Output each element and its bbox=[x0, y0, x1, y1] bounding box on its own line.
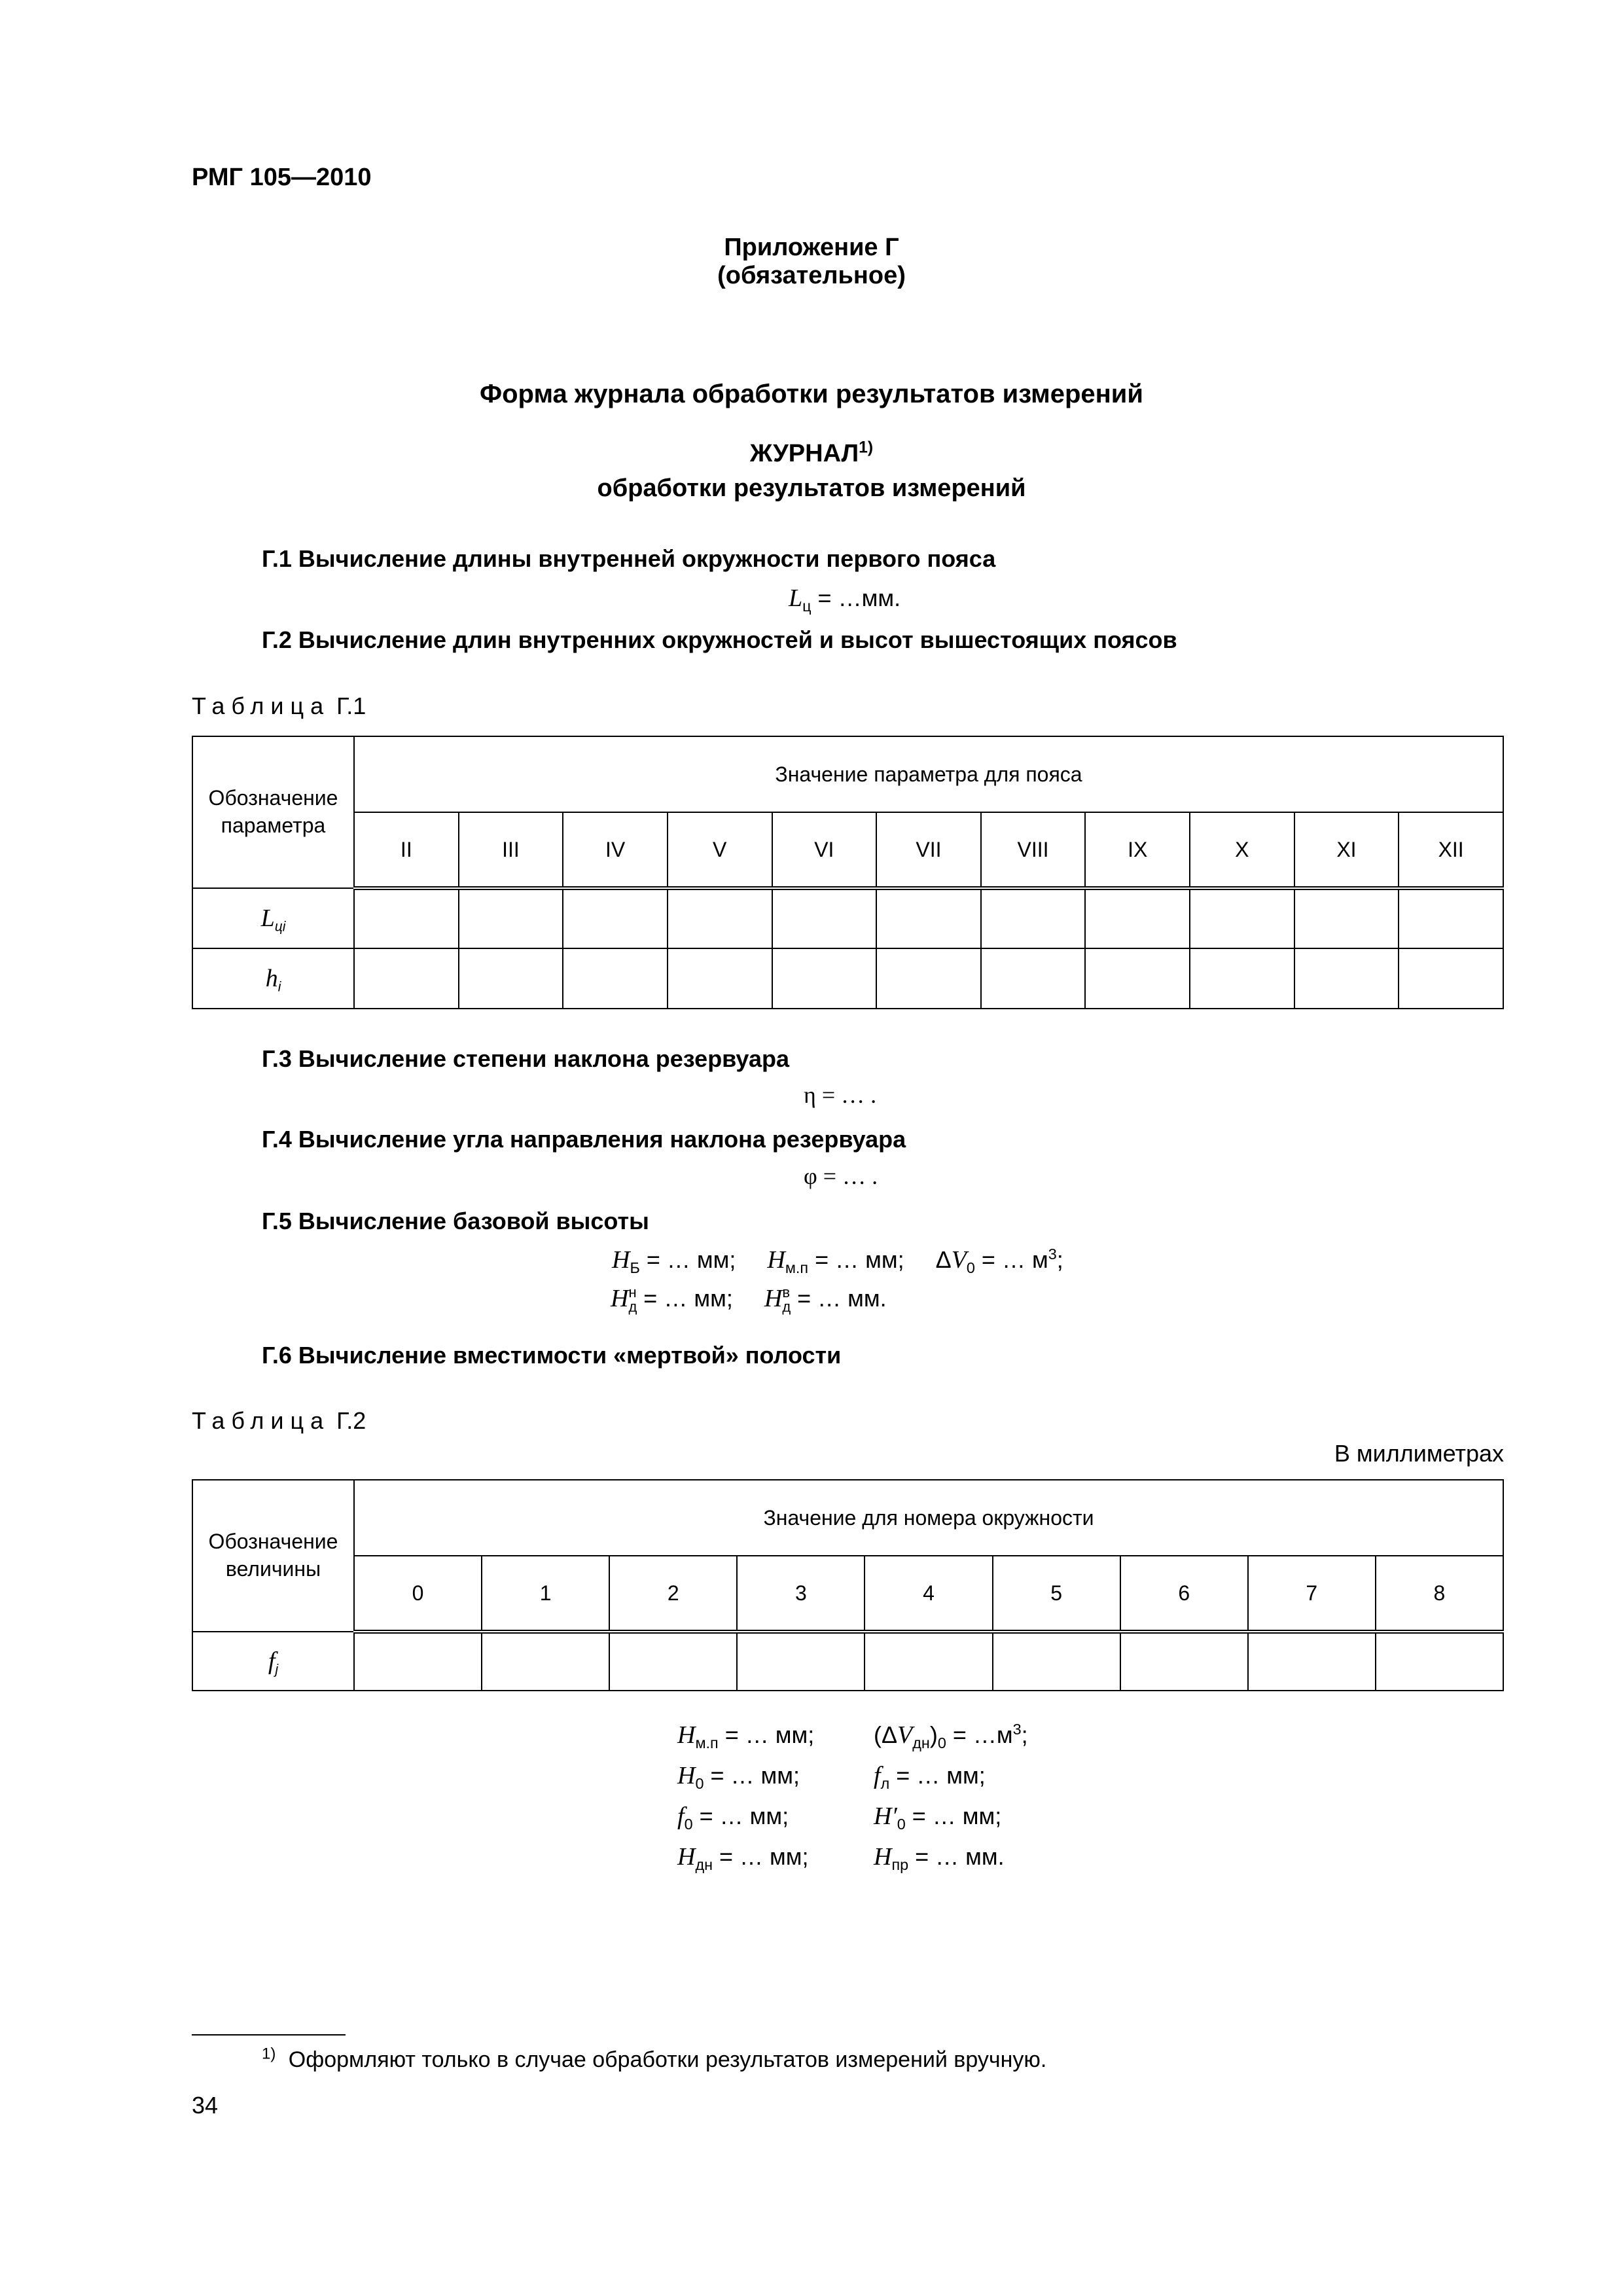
g6-formula-f0: $f_0$ = … мм; bbox=[677, 1803, 789, 1833]
table2-col-header: 8 bbox=[1376, 1556, 1503, 1632]
table1-cell[interactable] bbox=[1399, 888, 1503, 948]
section-g5-heading: Г.5 Вычисление базовой высоты bbox=[262, 1208, 649, 1234]
table1-cell[interactable] bbox=[772, 888, 877, 948]
table1-cell[interactable] bbox=[1190, 948, 1294, 1009]
section-g6-heading: Г.6 Вычисление вместимости «мертвой» полости bbox=[262, 1342, 842, 1369]
table2-cell[interactable] bbox=[354, 1632, 482, 1691]
section-g3-heading: Г.3 Вычисление степени наклона резервуара bbox=[262, 1045, 789, 1072]
g6-formula-fl: $f_л$ = … мм; bbox=[874, 1762, 986, 1793]
table2-cell[interactable] bbox=[1120, 1632, 1248, 1691]
table1-group-header: Значение параметра для пояса bbox=[354, 736, 1503, 812]
journal-footnote-mark: 1) bbox=[859, 439, 874, 457]
table1-cell[interactable] bbox=[1085, 948, 1190, 1009]
section-g4-heading: Г.4 Вычисление угла направления наклона резервуара bbox=[262, 1126, 906, 1153]
table1-cell[interactable] bbox=[459, 948, 563, 1009]
g5-formula-line2: H н д = … мм; H в д = … мм. bbox=[611, 1284, 887, 1316]
table2-cell[interactable] bbox=[1376, 1632, 1503, 1691]
form-title: Форма журнала обработки результатов измерений bbox=[479, 380, 1143, 408]
table2-col-header: 4 bbox=[865, 1556, 992, 1632]
table1-cell[interactable] bbox=[668, 948, 772, 1009]
table2-group-header: Значение для номера окружности bbox=[354, 1480, 1503, 1556]
table2-cell[interactable] bbox=[737, 1632, 865, 1691]
table1-col-header: VIII bbox=[981, 812, 1086, 888]
table1-col-header: XI bbox=[1294, 812, 1399, 888]
table2-cell[interactable] bbox=[865, 1632, 992, 1691]
table2-cell[interactable] bbox=[1248, 1632, 1376, 1691]
footnote-separator bbox=[192, 2034, 346, 2036]
g6-formula-hpr: $H_{пр}$ = … мм. bbox=[874, 1843, 1005, 1874]
table-row bbox=[192, 1632, 1503, 1691]
table1-cell[interactable] bbox=[354, 948, 459, 1009]
table1-col-header: IV bbox=[563, 812, 668, 888]
table1-cell[interactable] bbox=[1294, 948, 1399, 1009]
table1-cell[interactable] bbox=[354, 888, 459, 948]
table2-col-header: 6 bbox=[1120, 1556, 1248, 1632]
appendix-title: Приложение Г bbox=[724, 234, 899, 261]
table1-cell[interactable] bbox=[668, 888, 772, 948]
table2-col-header: 7 bbox=[1248, 1556, 1376, 1632]
table1-col-header: V bbox=[668, 812, 772, 888]
table1-cell[interactable] bbox=[876, 948, 981, 1009]
table1-row-label: $h_i$ bbox=[192, 948, 354, 1009]
g6-formula-h0-prime: $H'_0$ = … мм; bbox=[874, 1803, 1002, 1833]
g1-sub: ц bbox=[802, 598, 812, 615]
table1-col-header: X bbox=[1190, 812, 1294, 888]
table1-col-header: II bbox=[354, 812, 459, 888]
section-g2-heading: Г.2 Вычисление длин внутренних окружностей и высот вышестоящих поясов bbox=[262, 626, 1177, 653]
footnote-text: Оформляют только в случае обработки результатов измерений вручную. bbox=[288, 2047, 1047, 2072]
g1-var: L bbox=[789, 584, 803, 612]
table2-caption bbox=[192, 1407, 366, 1435]
g6-formula-hmp: $H_{м.п}$ = … мм; bbox=[677, 1721, 815, 1752]
g3-formula: η = … . bbox=[804, 1082, 877, 1108]
table1-cell[interactable] bbox=[563, 888, 668, 948]
table-g2 bbox=[192, 1479, 1504, 1691]
g5-formula-line1: $H_Б$ = … мм; $H_{м.п}$ = … мм; $\Delta V_0$ = … $м^3$; bbox=[612, 1246, 1063, 1277]
table2-col-header: 3 bbox=[737, 1556, 865, 1632]
journal-title bbox=[0, 440, 1623, 468]
table2-col-header: 1 bbox=[482, 1556, 609, 1632]
table2-cell[interactable] bbox=[482, 1632, 609, 1691]
table2-cell[interactable] bbox=[609, 1632, 737, 1691]
g1-rest: = …мм. bbox=[811, 584, 901, 611]
table-row bbox=[192, 948, 1503, 1009]
page-number: 34 bbox=[192, 2092, 219, 2119]
table2-caption-word: Таблица bbox=[192, 1407, 330, 1434]
table1-cell[interactable] bbox=[459, 888, 563, 948]
table1-caption-word: Таблица bbox=[192, 692, 330, 719]
g6-formula-h0: $H_0$ = … мм; bbox=[677, 1762, 800, 1793]
table1-cell[interactable] bbox=[1085, 888, 1190, 948]
g6-formulas-left bbox=[677, 1715, 814, 1877]
table1-row-label: $L_{цi}$ bbox=[192, 888, 354, 948]
table1-col-header: III bbox=[459, 812, 563, 888]
document-code: РМГ 105—2010 bbox=[192, 164, 372, 191]
table1-cell[interactable] bbox=[563, 948, 668, 1009]
table1-cell[interactable] bbox=[1294, 888, 1399, 948]
table2-row-label: $f_j$ bbox=[192, 1632, 354, 1691]
table1-col-header: XII bbox=[1399, 812, 1503, 888]
table2-param-header: Обозначение величины bbox=[192, 1480, 354, 1632]
table1-cell[interactable] bbox=[876, 888, 981, 948]
table2-caption-number: Г.2 bbox=[336, 1407, 366, 1434]
table2-col-header: 2 bbox=[609, 1556, 737, 1632]
table1-caption-number: Г.1 bbox=[336, 692, 366, 719]
table1-cell[interactable] bbox=[981, 948, 1086, 1009]
appendix-status: (обязательное) bbox=[717, 262, 906, 289]
table2-units: В миллиметрах bbox=[1334, 1440, 1504, 1467]
table1-param-header: Обозначение параметра bbox=[192, 736, 354, 888]
g6-formulas-right bbox=[874, 1715, 1028, 1877]
g1-formula bbox=[789, 584, 901, 613]
table1-cell[interactable] bbox=[1399, 948, 1503, 1009]
table1-col-header: IX bbox=[1085, 812, 1190, 888]
table2-col-header: 5 bbox=[993, 1556, 1120, 1632]
g6-formula-hdn: $H_{дн}$ = … мм; bbox=[677, 1843, 809, 1874]
footnote bbox=[262, 2047, 1046, 2073]
table1-col-header: VI bbox=[772, 812, 877, 888]
table2-column-header-row bbox=[192, 1556, 1503, 1632]
journal-subtitle: обработки результатов измерений bbox=[597, 475, 1026, 502]
table1-cell[interactable] bbox=[772, 948, 877, 1009]
table2-cell[interactable] bbox=[993, 1632, 1120, 1691]
table1-caption bbox=[192, 692, 366, 720]
table2-col-header: 0 bbox=[354, 1556, 482, 1632]
table-row bbox=[192, 888, 1503, 948]
table1-cell[interactable] bbox=[1190, 888, 1294, 948]
g4-formula: φ = … . bbox=[804, 1163, 878, 1189]
g6-formula-dvdn: $(\Delta V_{дн})_0$ = $\dots м^3$; bbox=[874, 1721, 1028, 1752]
table1-column-header-row bbox=[192, 812, 1503, 888]
table-g1 bbox=[192, 736, 1504, 1009]
table1-cell[interactable] bbox=[981, 888, 1086, 948]
section-g1-heading: Г.1 Вычисление длины внутренней окружности первого пояса bbox=[262, 545, 996, 572]
journal-title-text: ЖУРНАЛ bbox=[749, 440, 859, 467]
table1-col-header: VII bbox=[876, 812, 981, 888]
footnote-mark: 1) bbox=[262, 2045, 276, 2063]
